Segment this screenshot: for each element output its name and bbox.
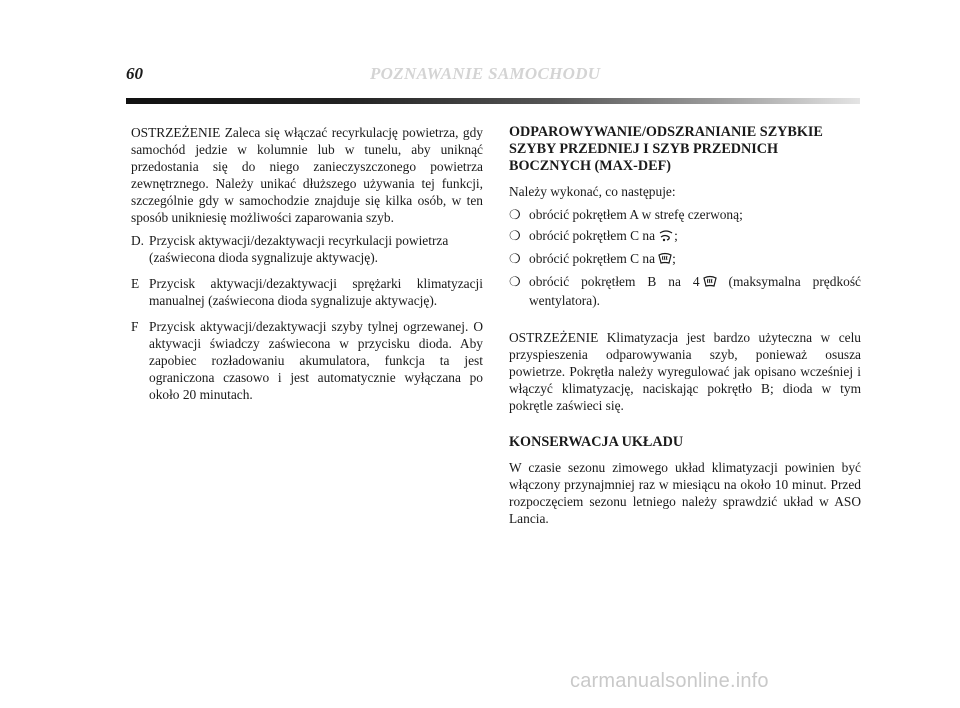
- header-rule: [126, 98, 860, 104]
- list-item-d: [131, 232, 483, 266]
- item-key: D.: [131, 233, 145, 248]
- bullet-suffix: ;: [672, 251, 676, 266]
- bullet-text: obrócić pokrętłem C na: [529, 228, 656, 243]
- bullet-mark: ❍: [509, 228, 521, 243]
- maintenance-body: W czasie sezonu zimowego układ klimatyzacji powinien być włączony przynajmniej raz w miesiącu na około 10 minut. Przed rozpoczęciem sezonu letniego należy sprawdzić układ w ASO Lancia.: [509, 460, 861, 526]
- left-column: [131, 124, 483, 403]
- watermark: carmanualsonline.info: [570, 670, 769, 692]
- bullet-mark: ❍: [509, 274, 521, 289]
- defrost-icon: [703, 275, 717, 292]
- bullet-suffix: ;: [674, 228, 678, 243]
- item-text: Przycisk aktywacji/dezaktywacji sprężarki klimatyzacji manualnej (zaświecona dioda sygnalizuje aktywację).: [149, 276, 483, 308]
- section-lead: Należy wykonać, co następuje:: [509, 184, 676, 199]
- list-item-e: [131, 275, 483, 309]
- item-key: F: [131, 319, 139, 334]
- bullet-text: obrócić pokrętłem C na: [529, 251, 656, 266]
- section-title-maintenance: KONSERWACJA UKŁADU: [509, 434, 684, 450]
- recirculation-warning: OSTRZEŻENIE Zaleca się włączać recyrkulację powietrza, gdy samochód jedzie w kolumnie lub w tunelu, aby uniknąć przedostania się do niego zanieczyszczonego powietrza zewnętrznego. Należy unikać dłuższego używania tej funkcji, szczególnie gdy w samochodzie znajduje się kilka osób, w ten sposób unikniesię możliwości zaparowania szyb.: [131, 125, 483, 225]
- item-text: Przycisk aktywacji/dezaktywacji recyrkulacji powietrza (zaświecona dioda sygnalizuje aktywację).: [149, 233, 449, 265]
- list-item-f: [131, 318, 483, 403]
- bullet-mark: ❍: [509, 251, 521, 266]
- page-number: 60: [126, 64, 143, 83]
- list-item: [509, 273, 861, 309]
- section-title-max-def: ODPAROWYWANIE/ODSZRANIANIE SZYBKIE SZYBY PRZEDNIEJ I SZYB PRZEDNICH BOCZNYCH (MAX-DEF): [509, 124, 823, 174]
- item-text: Przycisk aktywacji/dezaktywacji szyby tylnej ogrzewanej. O aktywacji świadczy zaświecona w przycisku dioda. Aby zapobiec rozładowaniu akumulatora, funkcja ta jest ograniczona czasowo i jest automatycznie wyłączana po około 20 minutach.: [149, 319, 483, 402]
- bullet-list: [509, 206, 861, 309]
- list-item: [509, 206, 861, 223]
- bullet-text: obrócić pokrętłem A w strefę czerwoną;: [529, 207, 743, 222]
- list-item: [509, 250, 861, 269]
- bullet-text: obrócić pokrętłem B na 4: [529, 274, 700, 289]
- right-column: [509, 124, 861, 527]
- windscreen-airflow-icon: [658, 229, 674, 246]
- bullet-suffix: (maksymalna prędkość wentylatora).: [529, 274, 861, 308]
- bullet-mark: ❍: [509, 207, 521, 222]
- item-key: E: [131, 276, 140, 291]
- defrost-icon: [658, 252, 672, 269]
- running-header: POZNAWANIE SAMOCHODU: [370, 64, 601, 83]
- list-item: [509, 227, 861, 246]
- defrost-warning: OSTRZEŻENIE Klimatyzacja jest bardzo użyteczna w celu przyspieszenia odparowywania szyb, ponieważ osusza powietrze. Pokrętła należy wyregulować jak opisano wcześniej i włączyć klimatyzację, naciskając pokrętło B; dioda w tym pokrętle zaświeci się.: [509, 330, 861, 413]
